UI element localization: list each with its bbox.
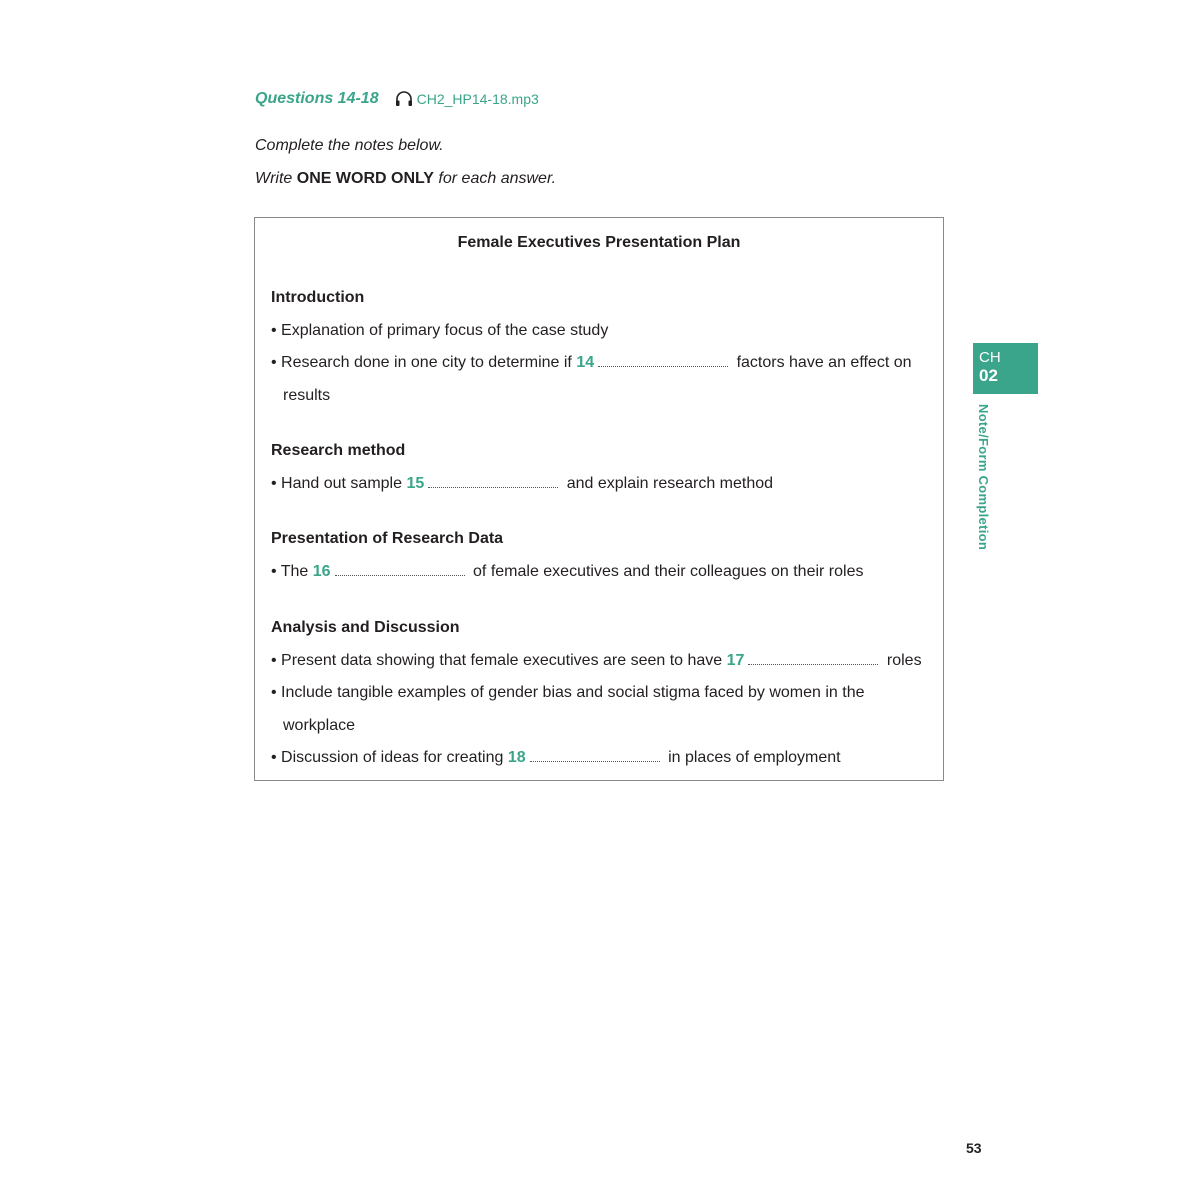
section-analysis: Analysis and Discussion	[271, 619, 460, 636]
question-number-17: 17	[726, 652, 745, 669]
chapter-tab	[973, 343, 1038, 394]
question-number-15: 15	[406, 475, 425, 492]
question-number-18: 18	[507, 749, 526, 766]
answer-blank-14[interactable]	[598, 365, 728, 367]
section-research-method: Research method	[271, 442, 406, 459]
bullet-text: roles	[882, 652, 922, 669]
bullet-text: • Hand out sample	[271, 475, 407, 492]
headphones-icon	[395, 91, 413, 107]
page-number: 53	[966, 1140, 982, 1156]
bullet-analysis-2: • Include tangible examples of gender bias and social stigma faced by women in the	[271, 684, 865, 701]
bullet-method-1	[271, 475, 773, 493]
audio-reference[interactable]	[395, 91, 539, 107]
bullet-presentation-1	[271, 563, 863, 581]
plan-title: Female Executives Presentation Plan	[457, 234, 741, 251]
bullet-intro-2-cont: results	[283, 387, 331, 404]
answer-blank-16[interactable]	[335, 574, 465, 576]
bullet-text: factors have an effect on	[732, 354, 912, 371]
section-introduction: Introduction	[271, 289, 365, 306]
notes-box	[254, 217, 944, 781]
instruction-complete: Complete the notes below.	[255, 137, 444, 154]
bullet-text: in places of employment	[663, 749, 841, 766]
section-presentation: Presentation of Research Data	[271, 530, 504, 547]
bullet-text: • Discussion of ideas for creating	[271, 749, 508, 766]
bullet-text: and explain research method	[562, 475, 774, 492]
audio-file-name: CH2_HP14-18.mp3	[416, 91, 539, 107]
bullet-intro-2	[271, 354, 912, 372]
instruction-suffix: for each answer.	[433, 170, 557, 187]
answer-blank-17[interactable]	[748, 663, 878, 665]
chapter-number: 02	[979, 366, 998, 385]
bullet-analysis-2-cont: workplace	[283, 717, 356, 734]
instruction-word-limit	[255, 170, 556, 188]
chapter-label: CH	[979, 349, 1001, 366]
instruction-prefix: Write	[255, 170, 297, 187]
question-number-16: 16	[312, 563, 331, 580]
bullet-text: • Research done in one city to determine if	[271, 354, 577, 371]
bullet-analysis-1	[271, 652, 922, 670]
bullet-text: of female executives and their colleagues on their roles	[468, 563, 864, 580]
instruction-bold: ONE WORD ONLY	[296, 170, 434, 187]
bullet-text: • Present data showing that female executives are seen to have	[271, 652, 727, 669]
bullet-analysis-3	[271, 749, 841, 767]
bullet-intro-1: • Explanation of primary focus of the case study	[271, 322, 609, 339]
question-header	[255, 90, 539, 108]
answer-blank-18[interactable]	[530, 760, 660, 762]
question-number-14: 14	[576, 354, 595, 371]
questions-title: Questions 14-18	[255, 90, 379, 107]
bullet-text: • The	[271, 563, 313, 580]
answer-blank-15[interactable]	[428, 486, 558, 488]
chapter-side-label: Note/Form Completion	[976, 404, 991, 551]
